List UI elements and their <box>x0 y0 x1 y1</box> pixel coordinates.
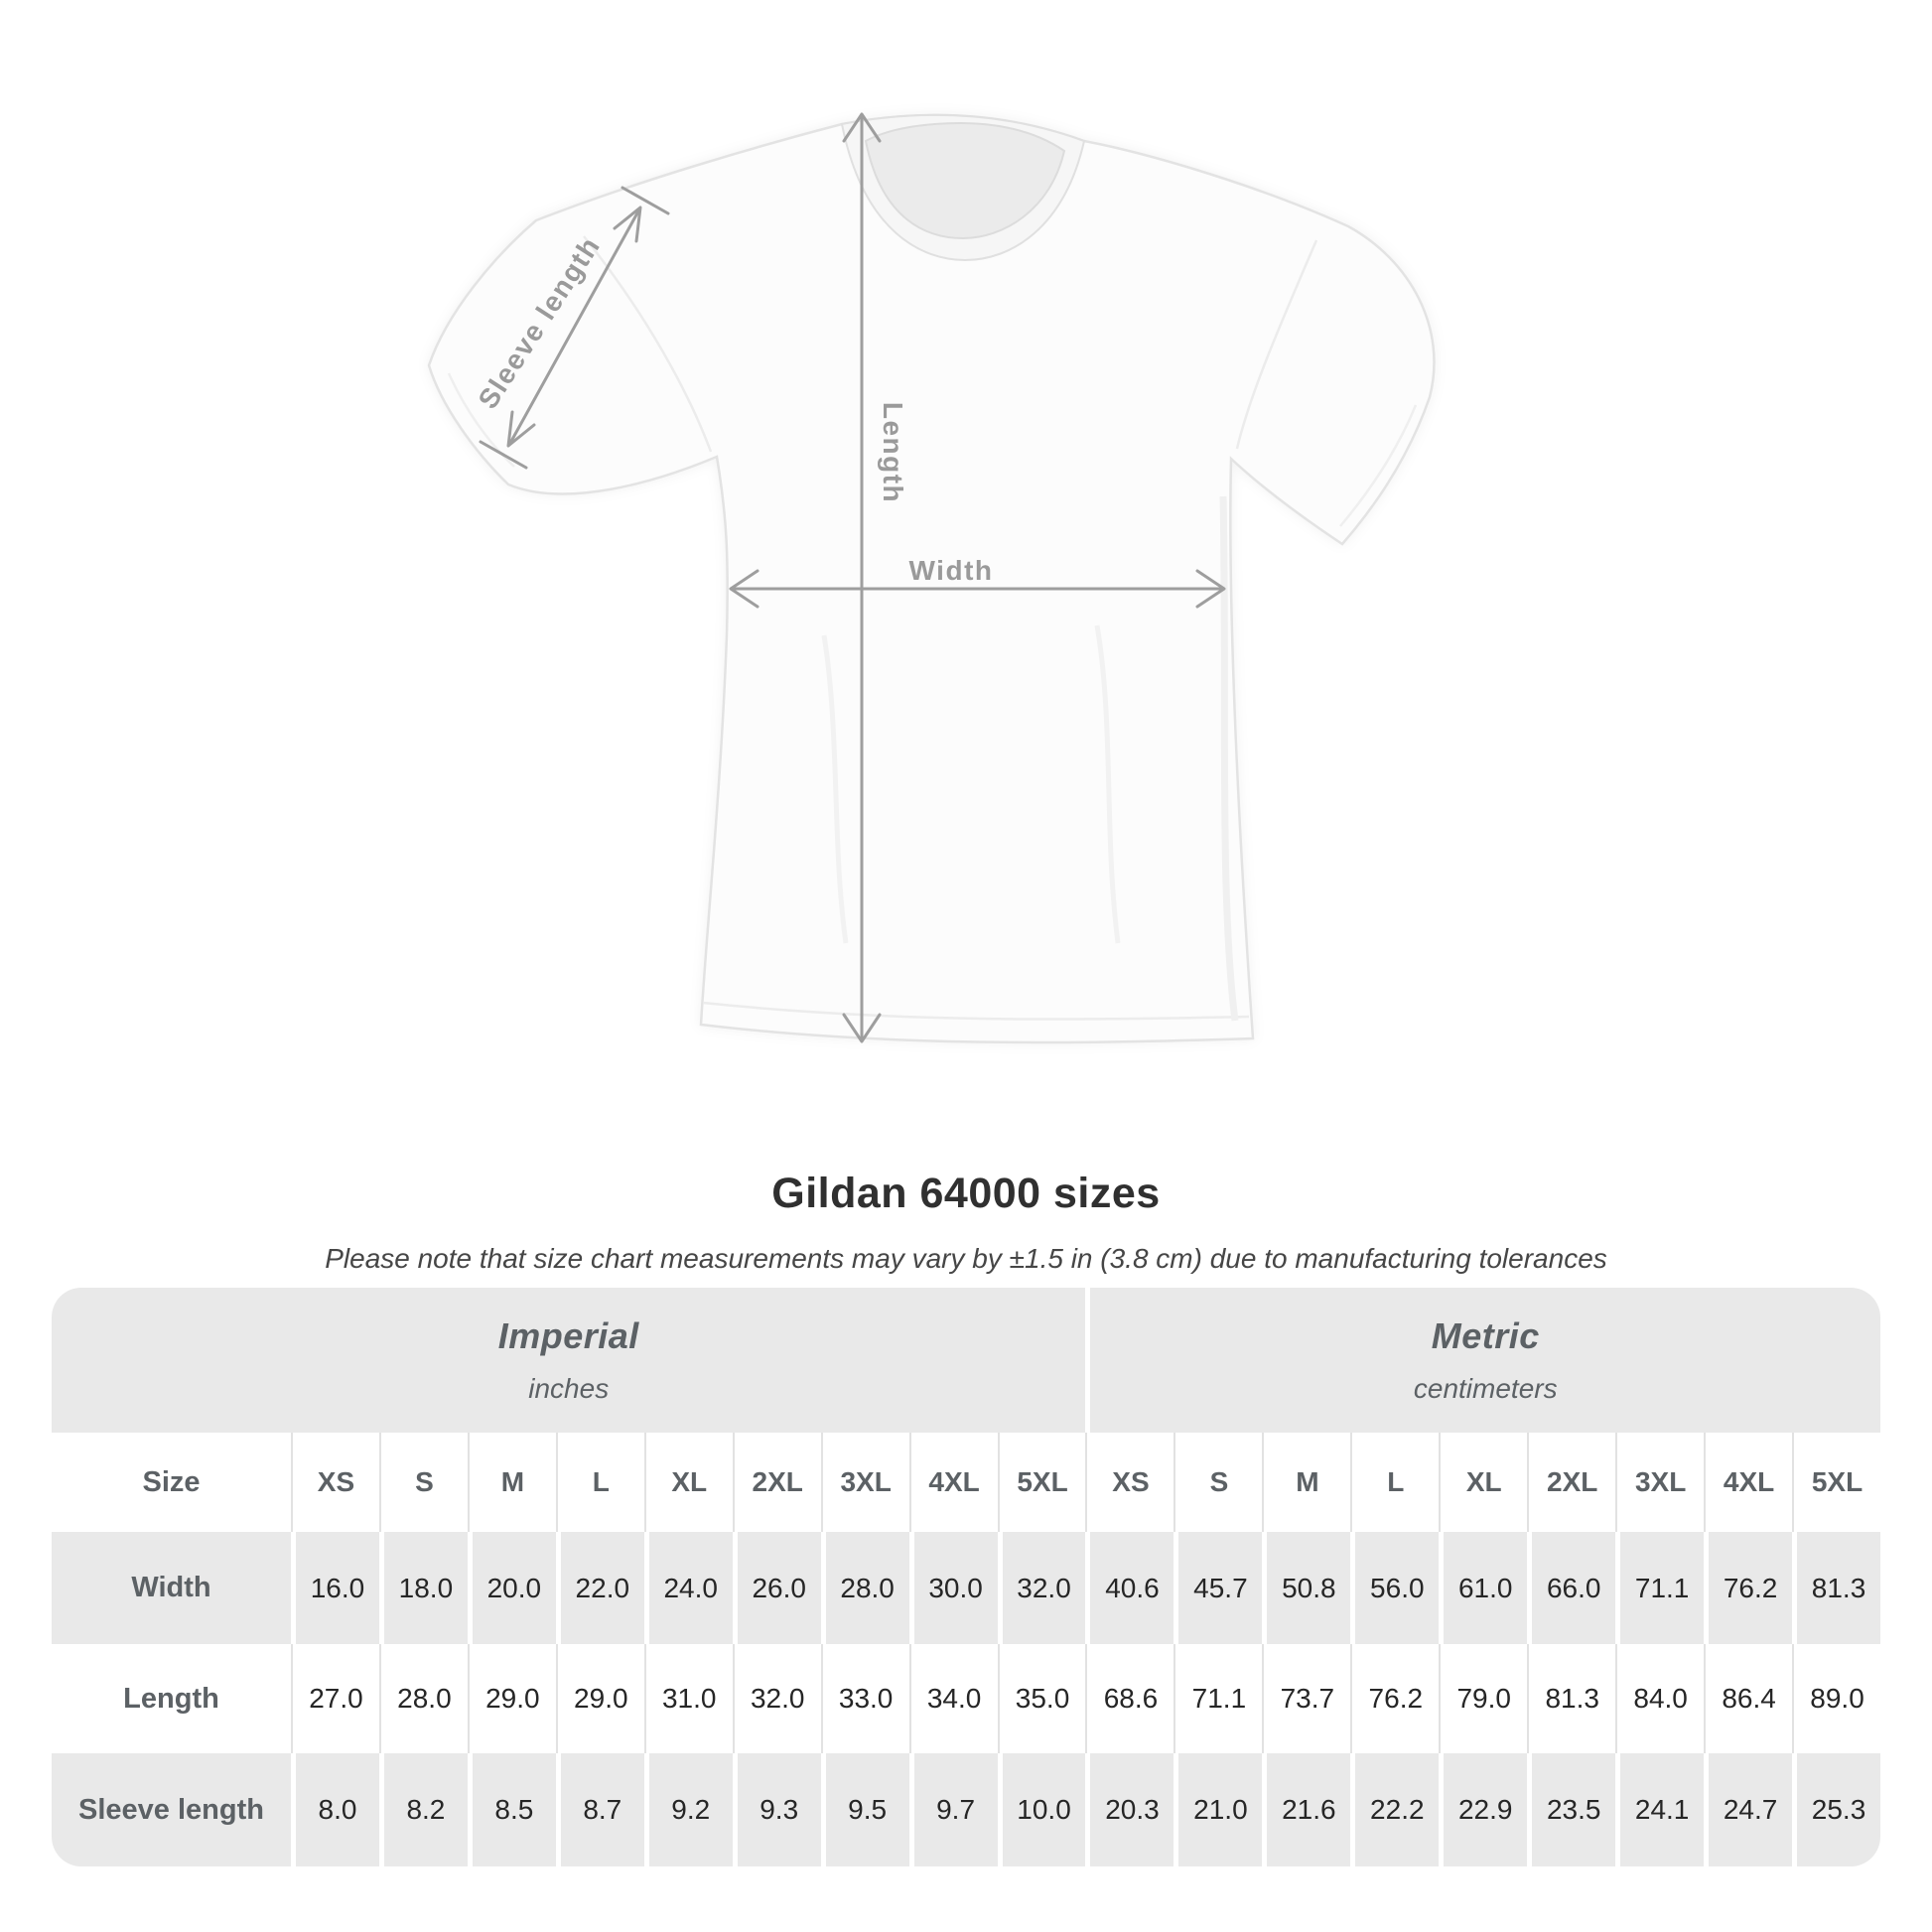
metric-group-unit: centimeters <box>1413 1373 1558 1404</box>
size-value-cell: 26.0 <box>733 1532 821 1644</box>
size-col-header: 3XL <box>821 1433 909 1532</box>
size-col-header: 5XL <box>1792 1433 1880 1532</box>
size-value-cell: 21.6 <box>1262 1753 1350 1866</box>
size-value-cell: 81.3 <box>1792 1532 1880 1644</box>
size-col-header: M <box>1262 1433 1350 1532</box>
size-col-header: S <box>379 1433 468 1532</box>
size-value-cell: 10.0 <box>998 1753 1086 1866</box>
size-col-header: L <box>1350 1433 1439 1532</box>
size-value-cell: 20.0 <box>468 1532 556 1644</box>
size-value-cell: 18.0 <box>379 1532 468 1644</box>
size-col-header: L <box>556 1433 644 1532</box>
size-value-cell: 76.2 <box>1704 1532 1792 1644</box>
size-row-label: Size <box>52 1433 291 1532</box>
size-value-cell: 30.0 <box>909 1532 998 1644</box>
size-col-header: 5XL <box>998 1433 1086 1532</box>
row-label-sleeve-length: Sleeve length <box>52 1753 291 1866</box>
imperial-group-unit: inches <box>528 1373 610 1404</box>
size-value-cell: 76.2 <box>1350 1644 1439 1753</box>
size-value-cell: 16.0 <box>291 1532 379 1644</box>
size-table <box>52 1288 1880 1866</box>
size-value-cell: 9.2 <box>644 1753 733 1866</box>
width-label: Width <box>908 555 994 586</box>
size-value-cell: 24.1 <box>1615 1753 1704 1866</box>
imperial-group-title: Imperial <box>497 1315 639 1356</box>
size-value-cell: 84.0 <box>1615 1644 1704 1753</box>
size-value-cell: 86.4 <box>1704 1644 1792 1753</box>
size-value-cell: 31.0 <box>644 1644 733 1753</box>
size-value-cell: 8.7 <box>556 1753 644 1866</box>
size-col-header: 4XL <box>909 1433 998 1532</box>
size-col-header: M <box>468 1433 556 1532</box>
length-label: Length <box>878 401 908 504</box>
size-value-cell: 20.3 <box>1085 1753 1173 1866</box>
size-value-cell: 9.3 <box>733 1753 821 1866</box>
size-value-cell: 29.0 <box>556 1644 644 1753</box>
size-value-cell: 24.0 <box>644 1532 733 1644</box>
size-value-cell: 25.3 <box>1792 1753 1880 1866</box>
size-col-header: 2XL <box>733 1433 821 1532</box>
size-value-cell: 9.7 <box>909 1753 998 1866</box>
size-value-cell: 50.8 <box>1262 1532 1350 1644</box>
size-value-cell: 8.2 <box>379 1753 468 1866</box>
size-value-cell: 35.0 <box>998 1644 1086 1753</box>
size-value-cell: 9.5 <box>821 1753 909 1866</box>
metric-group-title: Metric <box>1431 1315 1540 1356</box>
size-value-cell: 8.5 <box>468 1753 556 1866</box>
size-value-cell: 71.1 <box>1615 1532 1704 1644</box>
size-value-cell: 32.0 <box>733 1644 821 1753</box>
size-value-cell: 27.0 <box>291 1644 379 1753</box>
size-col-header: 2XL <box>1527 1433 1615 1532</box>
size-value-cell: 29.0 <box>468 1644 556 1753</box>
size-col-header: XL <box>1439 1433 1527 1532</box>
size-col-header: 4XL <box>1704 1433 1792 1532</box>
size-col-header: XL <box>644 1433 733 1532</box>
size-value-cell: 68.6 <box>1085 1644 1173 1753</box>
tolerance-note: Please note that size chart measurements may vary by ±1.5 in (3.8 cm) due to manufacturing tolerances <box>325 1243 1607 1274</box>
size-value-cell: 89.0 <box>1792 1644 1880 1753</box>
row-label-length: Length <box>52 1644 291 1753</box>
size-value-cell: 79.0 <box>1439 1644 1527 1753</box>
sleeve-length-label: Sleeve length <box>472 230 607 415</box>
size-value-cell: 22.0 <box>556 1532 644 1644</box>
size-value-cell: 28.0 <box>821 1532 909 1644</box>
imperial-group-header <box>52 1288 1085 1433</box>
size-col-header: S <box>1173 1433 1262 1532</box>
size-value-cell: 66.0 <box>1527 1532 1615 1644</box>
size-value-cell: 8.0 <box>291 1753 379 1866</box>
size-value-cell: 21.0 <box>1173 1753 1262 1866</box>
row-label-width: Width <box>52 1532 291 1644</box>
metric-group-header <box>1085 1288 1880 1433</box>
size-value-cell: 32.0 <box>998 1532 1086 1644</box>
page-title: Gildan 64000 sizes <box>771 1170 1161 1217</box>
size-value-cell: 73.7 <box>1262 1644 1350 1753</box>
size-value-cell: 56.0 <box>1350 1532 1439 1644</box>
size-value-cell: 81.3 <box>1527 1644 1615 1753</box>
size-value-cell: 34.0 <box>909 1644 998 1753</box>
size-value-cell: 22.9 <box>1439 1753 1527 1866</box>
size-value-cell: 24.7 <box>1704 1753 1792 1866</box>
size-value-cell: 71.1 <box>1173 1644 1262 1753</box>
size-value-cell: 45.7 <box>1173 1532 1262 1644</box>
size-value-cell: 61.0 <box>1439 1532 1527 1644</box>
size-value-cell: 23.5 <box>1527 1753 1615 1866</box>
size-col-header: XS <box>291 1433 379 1532</box>
size-col-header: XS <box>1085 1433 1173 1532</box>
size-value-cell: 28.0 <box>379 1644 468 1753</box>
size-value-cell: 40.6 <box>1085 1532 1173 1644</box>
size-value-cell: 33.0 <box>821 1644 909 1753</box>
size-value-cell: 22.2 <box>1350 1753 1439 1866</box>
size-col-header: 3XL <box>1615 1433 1704 1532</box>
